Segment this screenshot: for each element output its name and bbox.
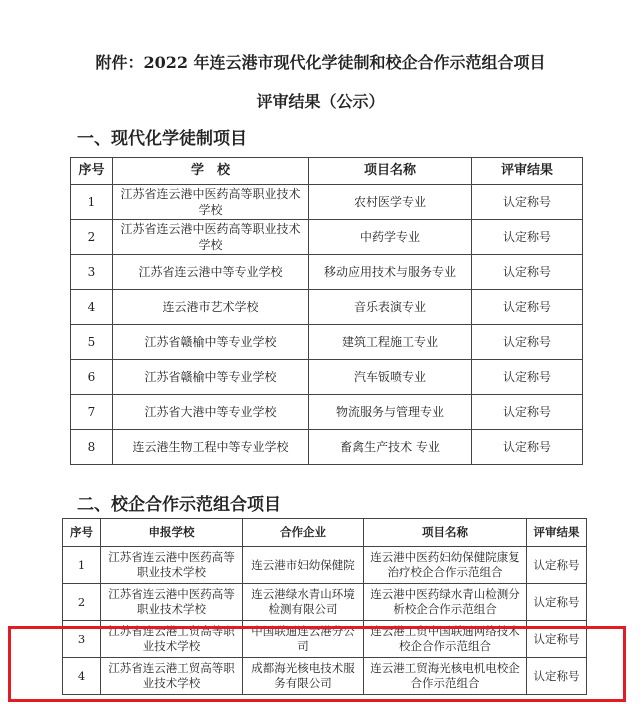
row-no: 6 [71,360,113,395]
row-school: 江苏省连云港中医药高等职业技术学校 [113,220,309,255]
header-result: 评审结果 [472,158,583,185]
table-row [63,584,587,621]
row-result: 认定称号 [472,290,583,325]
row-no: 3 [71,255,113,290]
row-result: 认定称号 [472,360,583,395]
row-project: 音乐表演专业 [309,290,472,325]
table-row [71,185,583,220]
row-no: 2 [63,584,101,621]
row-school: 江苏省赣榆中等专业学校 [113,360,309,395]
row-no: 4 [63,658,101,695]
row-project: 畜禽生产技术 专业 [309,430,472,465]
table-row [71,360,583,395]
row-school: 江苏省连云港中等专业学校 [113,255,309,290]
row-company: 成都海光核电技术服务有限公司 [243,658,364,695]
section1-heading: 一、现代化学徒制项目 [77,129,247,149]
header-project: 项目名称 [309,158,472,185]
row-company: 连云港市妇幼保健院 [243,547,364,584]
row-school: 江苏省连云港工贸高等职业技术学校 [101,658,243,695]
table-row [63,621,587,658]
row-no: 1 [71,185,113,220]
row-school: 江苏省连云港中医药高等职业技术学校 [101,584,243,621]
row-result: 认定称号 [527,658,587,695]
row-school: 江苏省连云港中医药高等职业技术学校 [101,547,243,584]
row-school: 连云港生物工程中等专业学校 [113,430,309,465]
cooperation-table [62,518,587,695]
row-result: 认定称号 [472,255,583,290]
row-school: 江苏省连云港中医药高等职业技术学校 [113,185,309,220]
row-project: 建筑工程施工专业 [309,325,472,360]
row-project: 连云港中医药绿水青山检测分析校企合作示范组合 [364,584,527,621]
header-no: 序号 [71,158,113,185]
row-school: 江苏省赣榆中等专业学校 [113,325,309,360]
row-school: 连云港市艺术学校 [113,290,309,325]
row-result: 认定称号 [472,220,583,255]
table-row [63,547,587,584]
row-result: 认定称号 [472,325,583,360]
apprenticeship-table [70,157,583,465]
row-no: 3 [63,621,101,658]
table-header-row [63,519,587,547]
row-no: 7 [71,395,113,430]
table-row [71,290,583,325]
row-result: 认定称号 [472,395,583,430]
header-company: 合作企业 [243,519,364,547]
row-company: 连云港绿水青山环境检测有限公司 [243,584,364,621]
header-school: 学 校 [113,158,309,185]
row-result: 认定称号 [472,430,583,465]
row-no: 5 [71,325,113,360]
row-school: 江苏省大港中等专业学校 [113,395,309,430]
document-subtitle: 评审结果（公示） [256,92,385,111]
row-project: 中药学专业 [309,220,472,255]
table-row [63,658,587,695]
table-row [71,430,583,465]
row-result: 认定称号 [527,547,587,584]
table-header-row [71,158,583,185]
row-no: 4 [71,290,113,325]
row-project: 连云港工贸中国联通网络技术校企合作示范组合 [364,621,527,658]
document-title: 附件：2022 年连云港市现代化学徒制和校企合作示范组合项目 [95,53,546,72]
row-school: 江苏省连云港工贸高等职业技术学校 [101,621,243,658]
table-row [71,395,583,430]
row-no: 1 [63,547,101,584]
table-row [71,325,583,360]
row-result: 认定称号 [527,621,587,658]
row-no: 8 [71,430,113,465]
row-project: 连云港工贸海光核电机电校企合作示范组合 [364,658,527,695]
row-project: 物流服务与管理专业 [309,395,472,430]
row-project: 农村医学专业 [309,185,472,220]
header-school: 申报学校 [101,519,243,547]
header-project: 项目名称 [364,519,527,547]
table-row [71,255,583,290]
row-result: 认定称号 [527,584,587,621]
row-result: 认定称号 [472,185,583,220]
row-project: 连云港中医药妇幼保健院康复治疗校企合作示范组合 [364,547,527,584]
row-no: 2 [71,220,113,255]
section2-heading: 二、校企合作示范组合项目 [77,495,281,515]
row-project: 移动应用技术与服务专业 [309,255,472,290]
row-project: 汽车钣喷专业 [309,360,472,395]
row-company: 中国联通连云港分公司 [243,621,364,658]
header-result: 评审结果 [527,519,587,547]
table-row [71,220,583,255]
header-no: 序号 [63,519,101,547]
